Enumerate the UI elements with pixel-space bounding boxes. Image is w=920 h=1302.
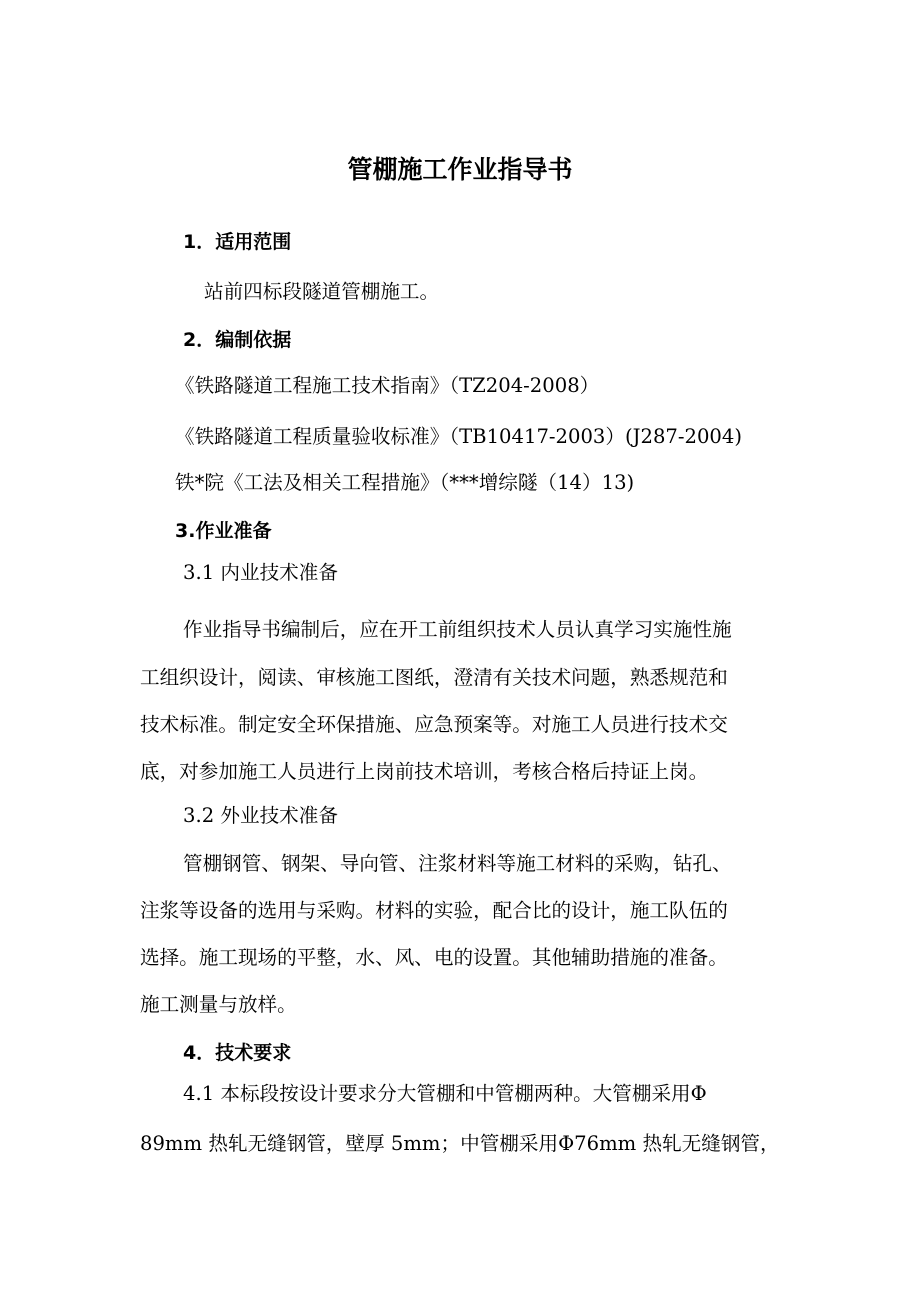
scope-text: 站前四标段隧道管棚施工。 <box>204 280 440 303</box>
paragraph-line: 底，对参加施工人员进行上岗前技术培训，考核合格后持证上岗。 <box>140 760 709 783</box>
basis-reference-3: 铁*院《工法及相关工程措施》（***增综隧（14）13) <box>175 471 635 494</box>
paragraph-line: 施工测量与放样。 <box>140 993 297 1016</box>
basis-reference-2: 《铁路隧道工程质量验收标准》（TB10417-2003）(J287-2004) <box>175 425 743 448</box>
basis-reference-1: 《铁路隧道工程施工技术指南》（TZ204-2008） <box>175 374 600 397</box>
paragraph-line: 管棚钢管、钢架、导向管、注浆材料等施工材料的采购，钻孔、 <box>183 852 732 875</box>
section-heading-preparation: 3.作业准备 <box>175 520 272 542</box>
section-heading-basis: 2．编制依据 <box>183 329 292 351</box>
paragraph-line: 注浆等设备的选用与采购。材料的实验，配合比的设计，施工队伍的 <box>140 899 728 922</box>
paragraph-line: 作业指导书编制后，应在开工前组织技术人员认真学习实施性施 <box>183 618 732 641</box>
section-heading-technical: 4．技术要求 <box>183 1042 292 1064</box>
paragraph-line: 选择。施工现场的平整，水、风、电的设置。其他辅助措施的准备。 <box>140 946 728 969</box>
subheading-external-prep: 3.2 外业技术准备 <box>183 804 338 827</box>
paragraph-line: 89mm 热轧无缝钢管，壁厚 5mm；中管棚采用Φ76mm 热轧无缝钢管， <box>140 1132 780 1155</box>
document-title: 管棚施工作业指导书 <box>347 155 573 184</box>
paragraph-line: 4.1 本标段按设计要求分大管棚和中管棚两种。大管棚采用Φ <box>183 1082 707 1105</box>
paragraph-line: 工组织设计，阅读、审核施工图纸，澄清有关技术问题，熟悉规范和 <box>140 666 728 689</box>
paragraph-line: 技术标准。制定安全环保措施、应急预案等。对施工人员进行技术交 <box>140 713 728 736</box>
subheading-internal-prep: 3.1 内业技术准备 <box>183 561 338 584</box>
section-heading-scope: 1．适用范围 <box>183 231 292 253</box>
